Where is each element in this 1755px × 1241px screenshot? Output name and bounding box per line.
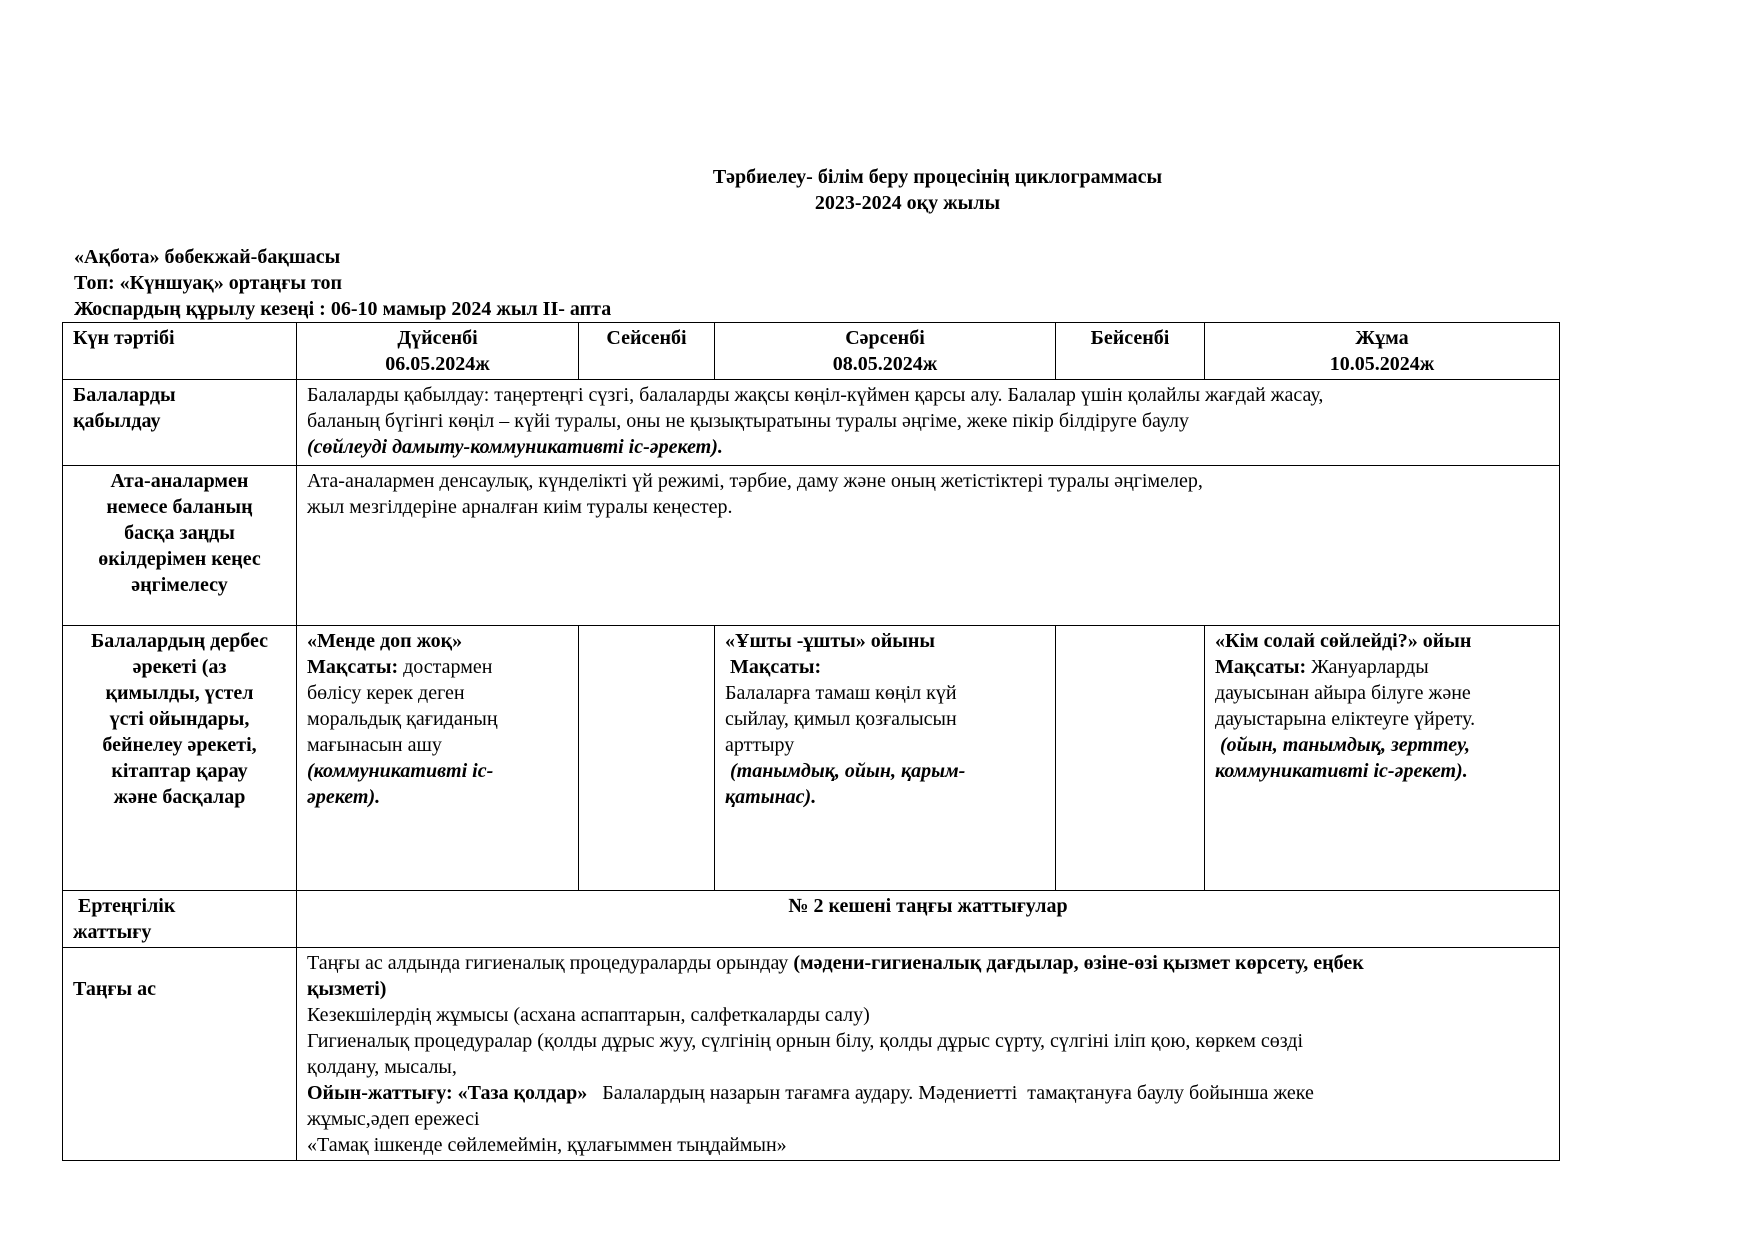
table-row-parents (63, 466, 1560, 626)
title-line-2: 2023-2024 оқу жылы (814, 192, 1001, 214)
activity-monday: «Менде доп жоқ» Мақсаты: достармен бөлісу керек деген моральдық қағиданың мағынасын ашу (коммуникативті іс- әрекет). (297, 626, 579, 891)
row-label-exercise: Ертеңгілік жаттығу (63, 891, 297, 948)
table-row-breakfast (63, 948, 1560, 1161)
header-cell-friday: Жұма 10.05.2024ж (1205, 323, 1560, 380)
row-label-activity: Балалардың дербес әрекеті (аз қимылды, үстел үсті ойындары, бейнелеу әрекеті, кітаптар қарау және басқалар (63, 626, 297, 891)
header-cell-schedule: Күн тәртібі (63, 323, 297, 380)
header-cell-wednesday: Сәрсенбі 08.05.2024ж (715, 323, 1056, 380)
activity-friday: «Кім солай сөйлейді?» ойын Мақсаты: Жануарларды дауысынан айыра білуге және дауыстарына еліктеуге үйрету. (ойын, танымдық, зерттеу, коммуникативті іс-әрекет). (1205, 626, 1560, 891)
table-header-row (63, 323, 1560, 380)
activity-tuesday (579, 626, 715, 891)
plan-period: Жоспардың құрылу кезеңі : 06-10 мамыр 2024 жыл ІІ- апта (74, 298, 612, 320)
breakfast-text: Таңғы ас алдында гигиеналық процедураларды орындау (мәдени-гигиеналық дағдылар, өзіне-өзі қызмет көрсету, еңбек қызметі) Кезекшілердің жұмысы (асхана аспаптарын, салфеткаларды салу) Гигиеналық процедуралар (қолды дұрыс жуу, сүлгінің орнын білу, қолды дұрыс сүрту, сүлгіні іліп қою, көркем сөзді қолдану, мысалы, Ойын-жаттығу: «Таза қолдар» Балалардың назарын тағамға аудару. Мәдениетті тамақтануға баулу бойынша жеке жұмыс,әдеп ережесі «Тамақ ішкенде сөйлемеймін, құлағыммен тыңдаймын» (297, 948, 1560, 1161)
row-label-breakfast: Таңғы ас (63, 948, 297, 1161)
table-row-activity (63, 626, 1560, 891)
header-cell-tuesday: Сейсенбі (579, 323, 715, 380)
exercise-text: № 2 кешені таңғы жаттығулар (297, 891, 1560, 948)
kindergarten-name: «Ақбота» бөбекжай-бақшасы (74, 246, 341, 268)
parents-text: Ата-аналармен денсаулық, күнделікті үй режимі, тәрбие, даму және оның жетістіктері туралы әңгімелер, жыл мезгілдеріне арналған киім туралы кеңестер. (297, 466, 1560, 626)
table-row-exercise (63, 891, 1560, 948)
group-name: Топ: «Күншуақ» ортаңғы топ (74, 272, 343, 294)
activity-thursday (1056, 626, 1205, 891)
reception-text: Балаларды қабылдау: таңертеңгі сүзгі, балаларды жақсы көңіл-күймен қарсы алу. Балалар үшін қолайлы жағдай жасау, баланың бүгінгі көңіл – күйі туралы, оны не қызықтыратыны туралы әңгіме, жеке пікір білдіруге баулу (сөйлеуді дамыту-коммуникативті іс-әрекет). (297, 380, 1560, 466)
table-row-reception (63, 380, 1560, 466)
document-title (0, 164, 1755, 216)
row-label-parents: Ата-аналармен немесе баланың басқа заңды өкілдерімен кеңес әңгімелесу (63, 466, 297, 626)
header-cell-monday: Дүйсенбі 06.05.2024ж (297, 323, 579, 380)
title-line-1: Тәрбиелеу- білім беру процесінің циклограммасы (712, 166, 1163, 188)
header-cell-thursday: Бейсенбі (1056, 323, 1205, 380)
activity-wednesday: «Ұшты -ұшты» ойыны Мақсаты: Балаларға тамаш көңіл күй сыйлау, қимыл қозғалысын арттыру (танымдық, ойын, қарым- қатынас). (715, 626, 1056, 891)
row-label-reception: Балаларды қабылдау (63, 380, 297, 466)
header-info (74, 244, 611, 322)
schedule-table (62, 322, 1560, 1161)
